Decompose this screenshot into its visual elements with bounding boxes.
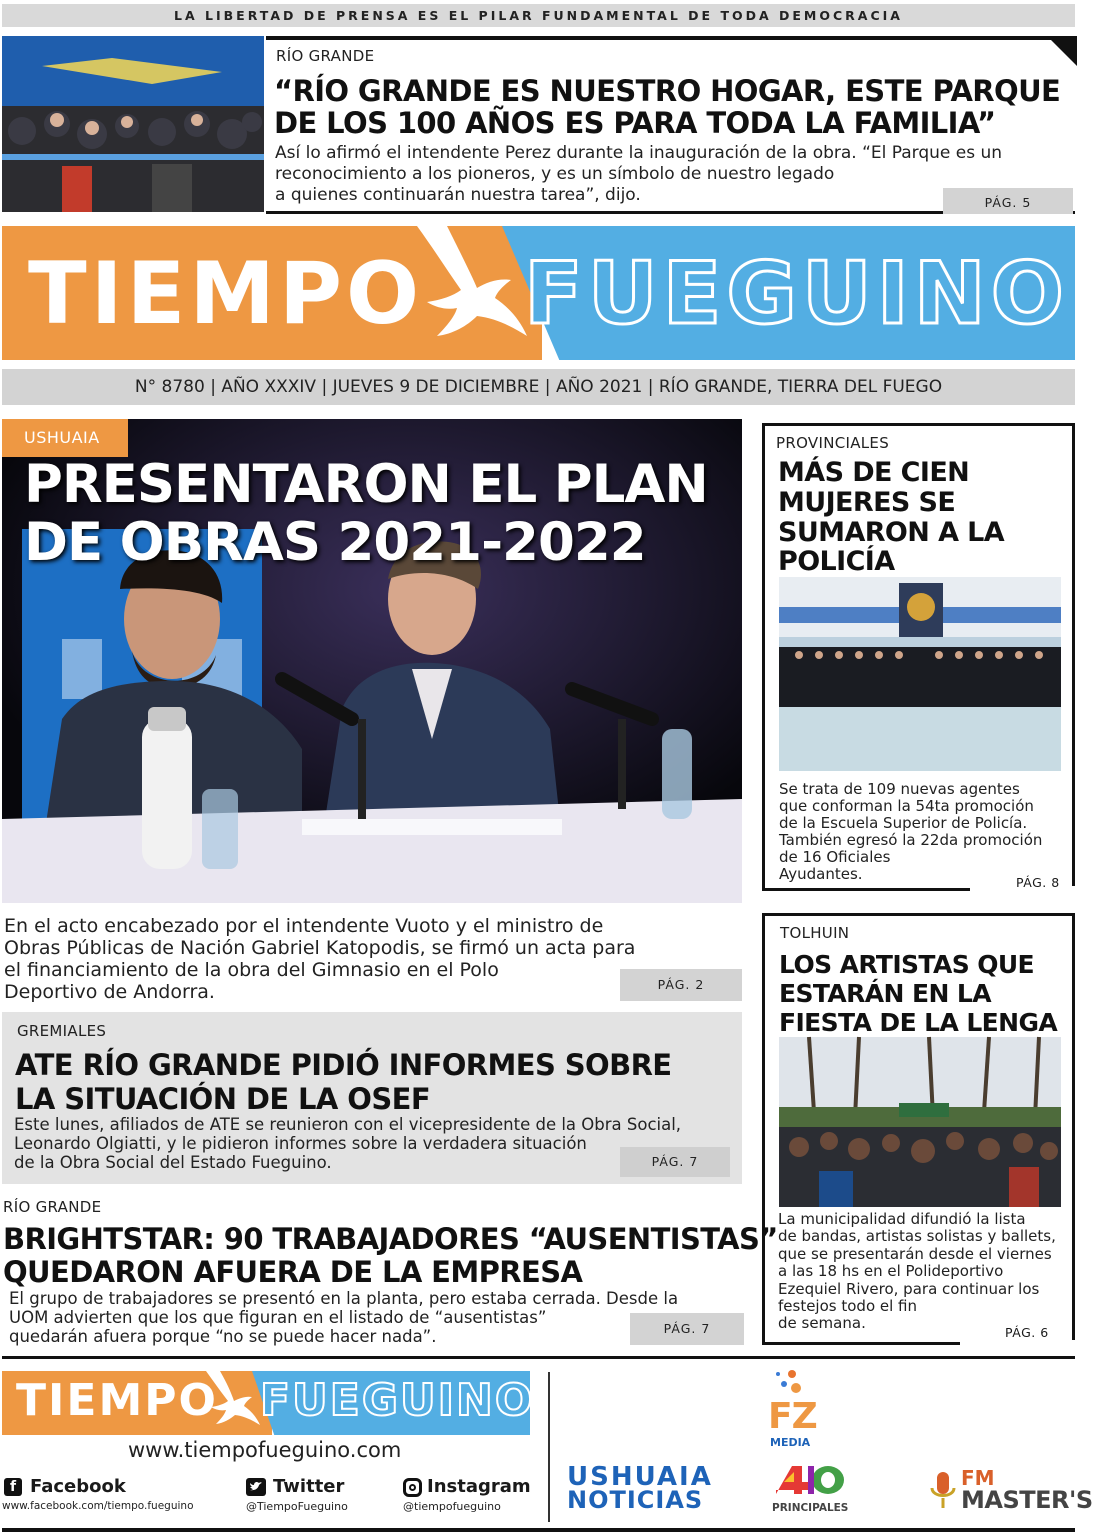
tolhuin-body-7: de semana. xyxy=(778,1314,866,1332)
masthead-title-left: TIEMPO xyxy=(28,244,424,344)
provinciales-body-1: Se trata de 109 nuevas agentes xyxy=(779,780,1020,798)
top-story-page[interactable]: PÁG. 5 xyxy=(943,188,1073,214)
ushuaia-noticias-logo-line2[interactable]: NOTICIAS xyxy=(567,1486,704,1514)
masthead[interactable] xyxy=(2,226,1075,360)
provinciales-body-4: También egresó la 22da promoción xyxy=(779,831,1043,849)
footer-logo-right: FUEGUINO xyxy=(260,1375,535,1426)
top-story-body-3: a quienes continuarán nuestra tarea”, dijo. xyxy=(275,185,641,205)
top-story-body-1: Así lo afirmó el intendente Perez durante la inauguración de la obra. “El Parque es un xyxy=(275,143,1003,163)
masters-logo[interactable]: MASTER'S xyxy=(961,1486,1093,1514)
facebook-handle[interactable]: www.facebook.com/tiempo.fueguino xyxy=(2,1500,194,1512)
footer-bottom-rule xyxy=(2,1528,1075,1532)
provinciales-body-5: de 16 Oficiales xyxy=(779,848,891,866)
gremiales-headline-2[interactable]: LA SITUACIÓN DE LA OSEF xyxy=(15,1082,431,1116)
footer-logo-left: TIEMPO xyxy=(16,1375,218,1426)
gremiales-section: GREMIALES xyxy=(17,1022,107,1040)
provinciales-headline-3[interactable]: SUMARON A LA xyxy=(778,517,1005,548)
footer-separator xyxy=(548,1372,550,1522)
provinciales-page[interactable]: PÁG. 8 xyxy=(1016,875,1060,890)
top-story-body-2: reconocimiento a los pioneros, y es un símbolo de nuestro legado xyxy=(275,164,835,184)
tolhuin-headline-2[interactable]: ESTARÁN EN LA xyxy=(779,979,991,1008)
facebook-icon[interactable]: f xyxy=(4,1478,22,1496)
footer-logo[interactable] xyxy=(2,1371,535,1435)
gremiales-body-1: Este lunes, afiliados de ATE se reunieron con el vicepresidente de la Obra Social, xyxy=(14,1115,682,1134)
tolhuin-page[interactable]: PÁG. 6 xyxy=(1005,1325,1049,1340)
main-story-headline-1[interactable]: PRESENTARON EL PLAN xyxy=(24,454,708,515)
twitter-label[interactable]: Twitter xyxy=(273,1476,345,1497)
masthead-title-right: FUEGUINO xyxy=(524,244,1069,344)
instagram-handle[interactable]: @tiempofueguino xyxy=(403,1500,501,1513)
top-story-headline-1[interactable]: “RÍO GRANDE ES NUESTRO HOGAR, ESTE PARQUE xyxy=(274,74,1061,108)
tolhuin-body-4: a las 18 hs en el Polideportivo xyxy=(778,1262,1004,1280)
top-story-headline-2[interactable]: DE LOS 100 AÑOS ES PARA TODA LA FAMILIA” xyxy=(274,106,996,140)
provinciales-headline-1[interactable]: MÁS DE CIEN xyxy=(778,457,970,488)
twitter-icon[interactable] xyxy=(246,1478,266,1496)
brightstar-page[interactable]: PÁG. 7 xyxy=(630,1313,744,1345)
fz-media-dots-icon xyxy=(770,1368,810,1398)
provinciales-headline-4[interactable]: POLICÍA xyxy=(778,546,895,577)
festival-photo[interactable] xyxy=(779,1037,1061,1207)
tolhuin-body-6: festejos todo el fin xyxy=(778,1297,918,1315)
gremiales-body-3: de la Obra Social del Estado Fueguino. xyxy=(14,1153,332,1172)
fz-media-sub: MEDIA xyxy=(770,1436,811,1449)
twitter-handle[interactable]: @TiempoFueguino xyxy=(246,1500,348,1513)
fm-label: FM xyxy=(961,1466,995,1490)
footer-website-link[interactable]: www.tiempofueguino.com xyxy=(128,1438,402,1462)
brightstar-section: RÍO GRANDE xyxy=(3,1198,102,1216)
provinciales-body-6: Ayudantes. xyxy=(779,865,863,883)
40-principales-label: PRINCIPALES xyxy=(772,1502,849,1514)
tolhuin-body-1: La municipalidad difundió la lista xyxy=(778,1210,1026,1228)
provinciales-body-3: de la Escuela Superior de Policía. xyxy=(779,814,1028,832)
brightstar-body-1: El grupo de trabajadores se presentó en la planta, pero estaba cerrada. Desde la xyxy=(9,1289,679,1308)
main-story-body-4: Deportivo de Andorra. xyxy=(4,981,215,1003)
crowd-ribbon-image xyxy=(2,36,264,212)
slogan-bar: LA LIBERTAD DE PRENSA ES EL PILAR FUNDAMENTAL DE TODA DEMOCRACIA xyxy=(2,4,1075,27)
main-story-tag: USHUAIA xyxy=(2,419,128,457)
brightstar-headline-1[interactable]: BRIGHTSTAR: 90 TRABAJADORES “AUSENTISTAS” xyxy=(3,1222,778,1256)
main-story-headline-2[interactable]: DE OBRAS 2021-2022 xyxy=(24,512,646,573)
provinciales-section: PROVINCIALES xyxy=(776,434,890,452)
main-story-body-1: En el acto encabezado por el intendente Vuoto y el ministro de xyxy=(4,915,604,937)
tolhuin-box-gap xyxy=(960,1340,1075,1348)
facebook-label[interactable]: Facebook xyxy=(30,1476,126,1497)
tolhuin-body-2: de bandas, artistas solistas y ballets, xyxy=(778,1227,1056,1245)
festival-crowd-image xyxy=(779,1037,1061,1207)
tolhuin-body-3: que se presentarán desde el viernes xyxy=(778,1245,1052,1263)
main-story-body-2: Obras Públicas de Nación Gabriel Katopodis, se firmó un acta para xyxy=(4,937,636,959)
police-graduation-photo[interactable] xyxy=(779,577,1061,771)
40-principales-logo-icon[interactable] xyxy=(772,1460,848,1500)
gremiales-headline-1[interactable]: ATE RÍO GRANDE PIDIÓ INFORMES SOBRE xyxy=(15,1048,672,1082)
footer-divider xyxy=(2,1356,1075,1359)
gremiales-page[interactable]: PÁG. 7 xyxy=(620,1147,730,1177)
police-ceremony-image xyxy=(779,577,1061,771)
tolhuin-headline-1[interactable]: LOS ARTISTAS QUE xyxy=(779,950,1035,979)
brightstar-body-3: quedarán afuera porque “no se puede hacer nada”. xyxy=(9,1327,437,1346)
instagram-icon[interactable] xyxy=(403,1478,422,1497)
bird-icon xyxy=(407,226,537,360)
provinciales-body-2: que conforman la 54ta promoción xyxy=(779,797,1034,815)
corner-decoration xyxy=(1047,36,1077,66)
ushuaia-noticias-logo-line1[interactable]: USHUAIA xyxy=(567,1462,713,1492)
instagram-label[interactable]: Instagram xyxy=(427,1476,531,1497)
top-story-photo[interactable] xyxy=(2,36,264,212)
tolhuin-headline-3[interactable]: FIESTA DE LA LENGA xyxy=(779,1008,1058,1037)
tolhuin-section: TOLHUIN xyxy=(780,924,850,942)
brightstar-body-2: UOM advierten que los que figuran en el listado de “ausentistas” xyxy=(9,1308,547,1327)
gremiales-body-2: Leonardo Olgiatti, y le pidieron informes sobre la verdadera situación xyxy=(14,1134,587,1153)
provinciales-headline-2[interactable]: MUJERES SE xyxy=(778,487,956,518)
fz-media-logo[interactable]: FZ xyxy=(768,1396,817,1437)
main-story-page[interactable]: PÁG. 2 xyxy=(620,969,742,1001)
main-story-body-3: el financiamiento de la obra del Gimnasio en el Polo xyxy=(4,959,499,981)
microphone-icon xyxy=(928,1470,958,1512)
tolhuin-body-5: Ezequiel Rivero, para continuar los xyxy=(778,1280,1040,1298)
top-story-section: RÍO GRANDE xyxy=(276,47,375,65)
issue-info-bar: N° 8780 | AÑO XXXIV | JUEVES 9 DE DICIEMBRE | AÑO 2021 | RÍO GRANDE, TIERRA DEL FUEGO xyxy=(2,369,1075,405)
brightstar-headline-2[interactable]: QUEDARON AFUERA DE LA EMPRESA xyxy=(3,1255,583,1289)
